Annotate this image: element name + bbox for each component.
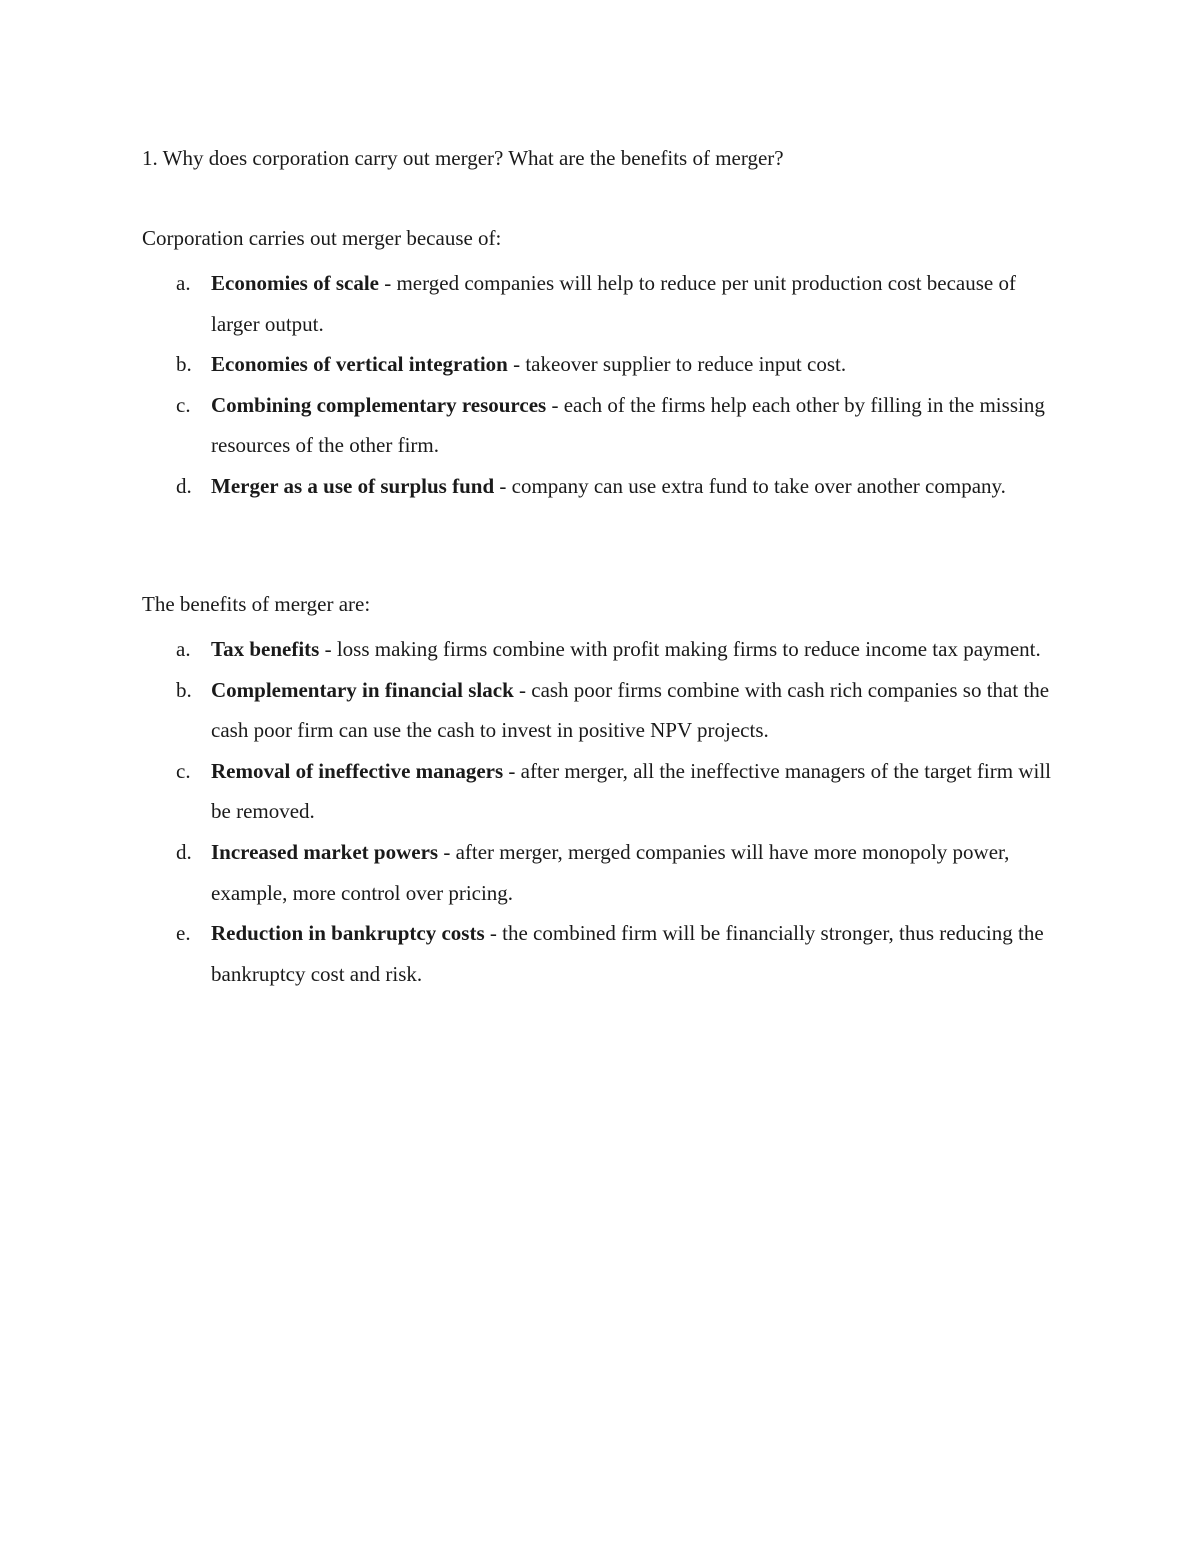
item-term: Combining complementary resources — [211, 392, 547, 417]
list-marker: c. — [176, 758, 191, 783]
item-term: Complementary in financial slack — [211, 677, 514, 702]
reasons-list — [142, 263, 1062, 507]
item-term: Economies of scale — [211, 271, 379, 295]
item-term: Merger as a use of surplus fund — [211, 473, 495, 498]
item-description: - company can use extra fund to take over another company. — [494, 473, 1006, 498]
benefits-intro: The benefits of merger are: — [142, 592, 371, 616]
list-marker: b. — [176, 352, 192, 377]
item-description: - the combined firm will be financially stronger, thus reducing the bankruptcy cost and risk. — [211, 921, 1044, 986]
item-description: - each of the firms help each other by filling in the missing resources of the other firm. — [211, 392, 1045, 458]
list-marker: d. — [176, 473, 192, 498]
reason-item-surplus-fund — [142, 466, 1062, 507]
list-marker: d. — [176, 839, 192, 864]
list-marker: b. — [176, 677, 192, 702]
list-marker: a. — [176, 271, 191, 295]
benefit-item-bankruptcy-costs — [142, 913, 1062, 994]
item-description: - loss making firms combine with profit making firms to reduce income tax payment. — [319, 637, 1041, 661]
benefits-list — [142, 629, 1062, 994]
item-term: Tax benefits — [211, 637, 320, 661]
list-marker: c. — [176, 392, 191, 417]
item-term: Increased market powers — [211, 839, 439, 864]
item-description: - after merger, merged companies will have more monopoly power, example, more control over pricing. — [211, 839, 1010, 905]
benefit-item-market-powers — [142, 832, 1062, 913]
item-term: Reduction in bankruptcy costs — [211, 921, 485, 946]
benefit-item-tax-benefits — [142, 629, 1062, 670]
reason-item-economies-of-scale — [142, 263, 1062, 344]
benefit-item-ineffective-managers — [142, 751, 1062, 832]
list-marker: e. — [176, 921, 191, 946]
item-term: Economies of vertical integration — [211, 352, 508, 377]
item-description: - after merger, all the ineffective managers of the target firm will be removed. — [211, 758, 1052, 824]
item-description: - merged companies will help to reduce per unit production cost because of larger output. — [211, 271, 1016, 336]
reason-item-complementary-resources — [142, 385, 1062, 466]
item-description: - takeover supplier to reduce input cost. — [507, 352, 847, 377]
reason-item-vertical-integration — [142, 344, 1062, 385]
item-description: - cash poor firms combine with cash rich companies so that the cash poor firm can use the cash to invest in positive NPV projects. — [211, 677, 1050, 743]
item-term: Removal of ineffective managers — [211, 758, 504, 783]
question-heading: 1. Why does corporation carry out merger? What are the benefits of merger? — [142, 146, 784, 170]
reasons-intro: Corporation carries out merger because of: — [142, 226, 502, 250]
benefit-item-financial-slack — [142, 670, 1062, 751]
list-marker: a. — [176, 637, 191, 661]
